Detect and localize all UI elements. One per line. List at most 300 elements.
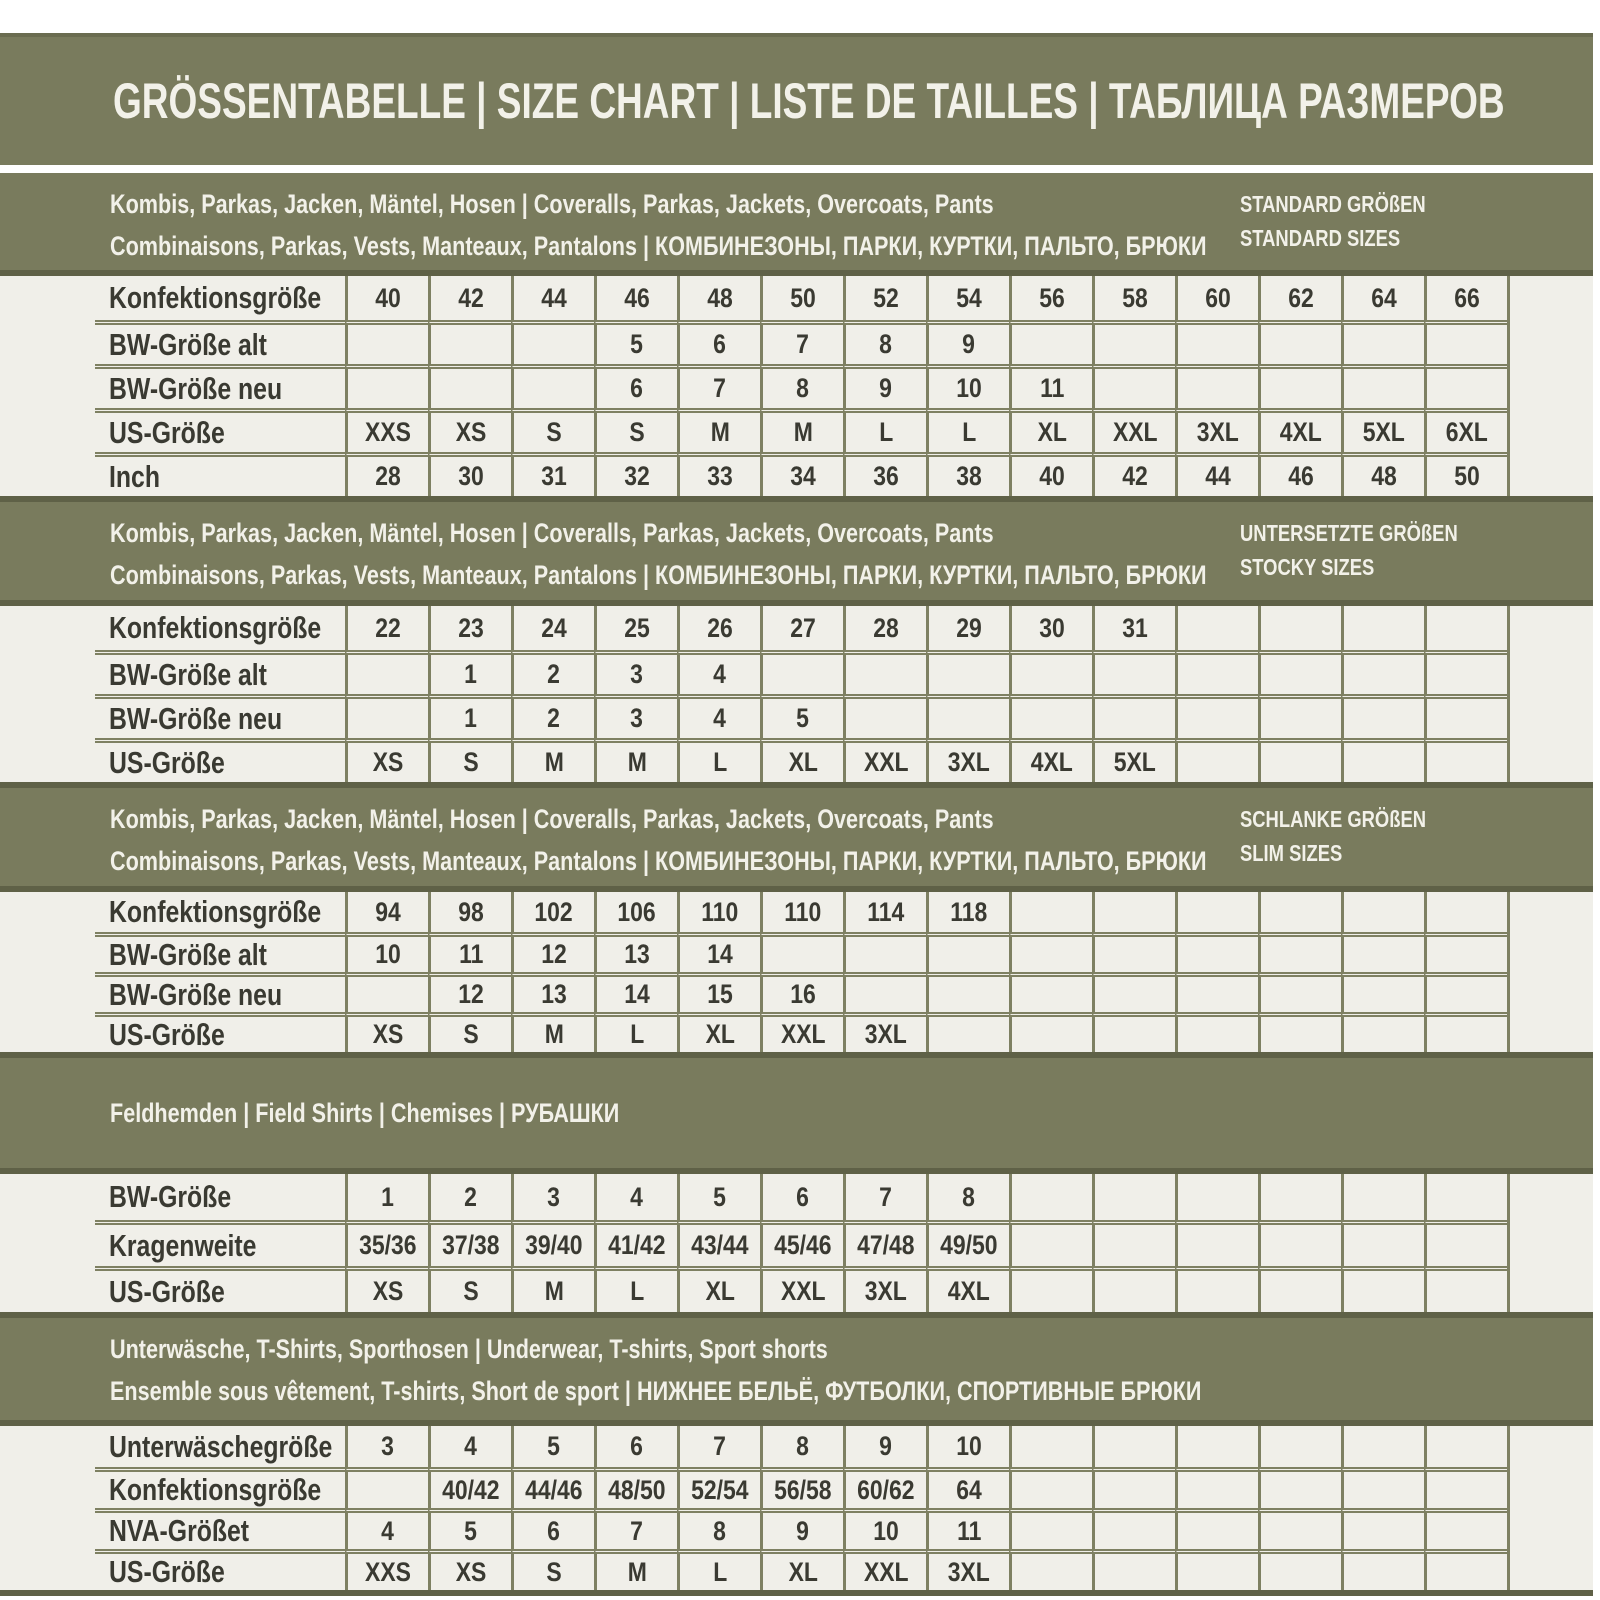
size-cell — [428, 694, 511, 738]
size-cell — [926, 408, 1009, 452]
size-cell-text: M — [544, 747, 564, 777]
size-cell — [1258, 738, 1341, 782]
size-cell — [1009, 320, 1092, 364]
size-cell-text: 44/46 — [525, 1474, 583, 1505]
size-cell — [1092, 650, 1175, 694]
size-cell-text: 46 — [624, 282, 650, 313]
size-cell — [1175, 650, 1258, 694]
size-cell — [511, 1508, 594, 1549]
size-cell-text: XXL — [780, 1019, 826, 1049]
size-cell-text: 4XL — [947, 1276, 991, 1306]
size-cell — [428, 1467, 511, 1508]
size-cell-text: 25 — [624, 612, 650, 643]
size-cell-text: 41/42 — [608, 1230, 666, 1260]
size-cell-text: XS — [455, 417, 487, 447]
size-cell-text: 10 — [956, 1431, 982, 1461]
size-cell — [1424, 1012, 1507, 1052]
size-cell-text: M — [793, 417, 813, 447]
size-cell — [1092, 1467, 1175, 1508]
size-cell — [345, 1220, 428, 1266]
size-cell — [1341, 972, 1424, 1012]
row-gutter — [0, 408, 95, 452]
size-cell — [843, 1012, 926, 1052]
size-cell — [1341, 1220, 1424, 1266]
size-cell — [1009, 892, 1092, 932]
size-cell-text: 54 — [956, 282, 982, 313]
size-cell-text: 40 — [1039, 461, 1065, 491]
size-cell — [1175, 1467, 1258, 1508]
size-cell — [843, 932, 926, 972]
size-cell — [1424, 738, 1507, 782]
size-cell-text: 110 — [701, 896, 739, 927]
size-cell — [428, 1266, 511, 1312]
size-cell-text: 64 — [956, 1474, 982, 1505]
size-cell — [428, 1220, 511, 1266]
size-cell-text: 30 — [1039, 612, 1065, 643]
row-gutter — [0, 320, 95, 364]
section-tag-line2-text: STANDARD SIZES — [1240, 225, 1401, 251]
size-cell — [677, 1174, 760, 1220]
size-cell-text: XXL — [1112, 417, 1158, 447]
size-cell-text: 29 — [956, 612, 982, 643]
size-cell-text: S — [546, 417, 562, 447]
size-cell-text: 4 — [381, 1515, 395, 1546]
section-band-slim — [0, 788, 1593, 886]
size-cell — [345, 364, 428, 408]
size-cell — [1341, 1549, 1424, 1590]
size-cell — [428, 606, 511, 650]
size-cell — [1092, 694, 1175, 738]
size-cell — [1009, 606, 1092, 650]
size-cell — [677, 1426, 760, 1467]
size-cell — [1009, 650, 1092, 694]
size-cell — [1175, 1012, 1258, 1052]
size-cell-text: L — [878, 417, 894, 447]
size-cell — [760, 932, 843, 972]
size-cell — [1009, 1220, 1092, 1266]
size-cell — [1258, 1012, 1341, 1052]
size-cell-text: 3 — [630, 659, 644, 689]
size-cell-text: 5 — [796, 703, 810, 733]
size-cell — [677, 932, 760, 972]
size-cell-text: L — [712, 747, 728, 777]
size-cell — [428, 276, 511, 320]
size-cell — [1175, 320, 1258, 364]
row-label — [95, 606, 345, 650]
size-cell — [594, 1266, 677, 1312]
size-cell-text: 36 — [873, 461, 899, 491]
row-label — [95, 408, 345, 452]
row-label — [95, 1467, 345, 1508]
size-cell — [843, 408, 926, 452]
size-cell — [1175, 452, 1258, 496]
size-cell — [1341, 738, 1424, 782]
row-label — [95, 1426, 345, 1467]
size-cell — [511, 1266, 594, 1312]
size-cell — [677, 320, 760, 364]
size-cell — [1009, 1266, 1092, 1312]
size-cell — [594, 606, 677, 650]
row-label — [95, 1508, 345, 1549]
size-cell — [511, 1174, 594, 1220]
size-cell-text: S — [546, 1556, 562, 1587]
row-label — [95, 1266, 345, 1312]
section-header-line1-text: Unterwäsche, T-Shirts, Sporthosen | Underwear, T-shirts, Sport shorts — [110, 1334, 828, 1364]
size-cell-text: 30 — [458, 461, 484, 491]
row-label — [95, 276, 345, 320]
size-cell — [843, 320, 926, 364]
size-cell — [843, 1467, 926, 1508]
table-trailing-blank — [1507, 1426, 1593, 1590]
size-cell-text: M — [544, 1276, 564, 1306]
size-cell-text: 10 — [873, 1515, 899, 1546]
size-cell — [594, 1174, 677, 1220]
row-label — [95, 694, 345, 738]
section-tag-line2-text: SLIM SIZES — [1240, 840, 1343, 866]
size-cell — [1258, 1426, 1341, 1467]
size-cell-text: 66 — [1454, 282, 1480, 313]
size-cell — [511, 892, 594, 932]
size-cell-text: 106 — [617, 896, 657, 927]
size-cell — [926, 1508, 1009, 1549]
row-gutter — [0, 650, 95, 694]
size-cell — [1341, 452, 1424, 496]
size-cell — [843, 452, 926, 496]
size-cell-text: 37/38 — [442, 1230, 500, 1260]
size-cell-text: 42 — [1122, 461, 1148, 491]
size-cell-text: XS — [372, 1019, 404, 1049]
row-label-text: US-Größe — [109, 1016, 225, 1052]
size-cell-text: 3 — [381, 1431, 395, 1461]
size-cell-text: 8 — [962, 1181, 976, 1212]
size-cell — [760, 606, 843, 650]
size-cell — [1009, 408, 1092, 452]
size-cell-text: L — [629, 1019, 645, 1049]
size-cell-text: 11 — [956, 1515, 982, 1546]
size-cell — [511, 408, 594, 452]
section-header-line1-text: Kombis, Parkas, Jacken, Mäntel, Hosen | Coveralls, Parkas, Jackets, Overcoats, Pants — [110, 189, 994, 219]
row-label-text: Kragenweite — [109, 1227, 257, 1263]
size-cell — [843, 606, 926, 650]
size-cell — [677, 892, 760, 932]
size-cell-text: 62 — [1288, 282, 1314, 313]
row-label — [95, 972, 345, 1012]
size-cell — [843, 738, 926, 782]
size-cell — [1341, 694, 1424, 738]
size-cell — [1009, 972, 1092, 1012]
section-band-stocky — [0, 502, 1593, 600]
size-cell — [760, 1174, 843, 1220]
row-gutter — [0, 694, 95, 738]
size-cell-text: 38 — [956, 461, 982, 491]
size-cell — [1092, 1012, 1175, 1052]
section-header-line1 — [110, 804, 1215, 835]
size-cell-text: 2 — [464, 1181, 478, 1212]
size-cell-text: 3XL — [1196, 417, 1240, 447]
size-cell-text: XL — [705, 1019, 735, 1049]
size-cell-text: 5 — [630, 329, 644, 359]
size-cell-text: 7 — [713, 1431, 727, 1461]
size-cell — [1341, 892, 1424, 932]
row-label-text: BW-Größe — [109, 1179, 232, 1214]
size-cell — [428, 650, 511, 694]
row-gutter — [0, 972, 95, 1012]
size-cell-text: 4 — [464, 1431, 478, 1461]
size-cell — [511, 1426, 594, 1467]
size-cell — [1092, 364, 1175, 408]
size-cell — [1341, 1508, 1424, 1549]
size-cell — [1009, 1467, 1092, 1508]
size-cell-text: 33 — [707, 461, 733, 491]
size-cell-text: 4XL — [1030, 747, 1074, 777]
size-cell — [677, 408, 760, 452]
size-cell — [1009, 1012, 1092, 1052]
row-label-text: BW-Größe alt — [109, 936, 267, 972]
size-cell — [594, 1012, 677, 1052]
row-label — [95, 452, 345, 496]
size-cell-text: 47/48 — [857, 1230, 915, 1260]
size-cell-text: 7 — [879, 1181, 893, 1212]
size-cell-text: XS — [372, 1276, 404, 1306]
section-tag-line2 — [1240, 550, 1512, 584]
size-cell-text: 13 — [624, 939, 650, 969]
size-cell-text: 5XL — [1113, 747, 1157, 777]
size-cell — [1424, 408, 1507, 452]
size-cell-text: XL — [1037, 417, 1067, 447]
size-cell — [1424, 1266, 1507, 1312]
section-band-field-shirts — [0, 1058, 1593, 1168]
row-gutter — [0, 1549, 95, 1590]
size-cell — [760, 972, 843, 1012]
size-cell-text: 3 — [547, 1181, 561, 1212]
size-cell — [926, 1220, 1009, 1266]
size-cell — [594, 1549, 677, 1590]
size-cell-text: S — [463, 747, 479, 777]
section-header-line1 — [0, 1098, 747, 1129]
size-cell — [1258, 694, 1341, 738]
section-tag-line2-text: STOCKY SIZES — [1240, 554, 1375, 580]
size-cell — [760, 276, 843, 320]
section-header-line2 — [110, 1376, 1474, 1407]
size-cell-text: 94 — [375, 896, 401, 927]
size-cell — [760, 408, 843, 452]
size-cell — [677, 694, 760, 738]
size-cell — [1175, 892, 1258, 932]
size-cell-text: 28 — [873, 612, 899, 643]
row-gutter — [0, 1426, 95, 1467]
size-cell — [511, 972, 594, 1012]
size-cell — [511, 1549, 594, 1590]
size-cell-text: 5XL — [1362, 417, 1406, 447]
size-cell — [1341, 1174, 1424, 1220]
size-cell — [760, 1508, 843, 1549]
section-header-line1 — [110, 189, 1215, 220]
size-cell — [1424, 452, 1507, 496]
size-cell — [1341, 1467, 1424, 1508]
size-cell — [1175, 364, 1258, 408]
size-cell — [1424, 892, 1507, 932]
table-trailing-blank — [1507, 606, 1593, 782]
size-cell-text: 3XL — [864, 1276, 908, 1306]
size-cell — [1175, 276, 1258, 320]
row-label-text: Unterwäschegröße — [109, 1428, 333, 1464]
row-gutter — [0, 1467, 95, 1508]
section-header-line2-text: Combinaisons, Parkas, Vests, Manteaux, Pantalons | КОМБИНЕЗОНЫ, ПАРКИ, КУРТКИ, ПАЛЬТО, БРЮКИ — [110, 231, 1207, 261]
size-cell-text: XL — [705, 1276, 735, 1306]
size-cell-text: 5 — [547, 1431, 561, 1461]
size-cell — [1175, 1508, 1258, 1549]
size-cell-text: 35/36 — [359, 1230, 417, 1260]
size-cell-text: 48/50 — [608, 1474, 666, 1505]
size-cell — [1175, 606, 1258, 650]
size-cell — [594, 452, 677, 496]
row-label — [95, 1174, 345, 1220]
size-cell-text: 5 — [464, 1515, 478, 1546]
size-cell — [1424, 1549, 1507, 1590]
size-cell — [843, 1174, 926, 1220]
size-cell — [1009, 1174, 1092, 1220]
size-cell — [594, 1467, 677, 1508]
size-cell-text: 60 — [1205, 282, 1231, 313]
row-label — [95, 738, 345, 782]
size-cell — [926, 452, 1009, 496]
size-cell-text: 6 — [796, 1181, 810, 1212]
row-label-text: BW-Größe alt — [109, 656, 267, 692]
size-cell — [760, 738, 843, 782]
size-cell-text: 40/42 — [442, 1474, 500, 1505]
size-cell — [1258, 1467, 1341, 1508]
size-cell — [1092, 972, 1175, 1012]
size-cell — [926, 1266, 1009, 1312]
size-cell — [843, 1508, 926, 1549]
size-cell — [1175, 408, 1258, 452]
size-cell-text: 23 — [458, 612, 484, 643]
row-label-text: BW-Größe neu — [109, 976, 283, 1012]
size-cell-text: 12 — [458, 979, 484, 1009]
size-cell — [1341, 276, 1424, 320]
size-cell-text: 60/62 — [857, 1474, 915, 1505]
size-cell-text: 6 — [713, 329, 727, 359]
size-cell-text: 6 — [630, 373, 644, 403]
size-cell — [511, 932, 594, 972]
row-gutter — [0, 1012, 95, 1052]
size-cell-text: 4XL — [1279, 417, 1323, 447]
size-cell — [594, 1426, 677, 1467]
row-gutter — [0, 738, 95, 782]
size-cell — [594, 320, 677, 364]
size-cell-text: XL — [788, 747, 818, 777]
size-cell-text: 9 — [796, 1515, 810, 1546]
size-cell-text: 6 — [630, 1431, 644, 1461]
size-cell — [1175, 1549, 1258, 1590]
size-cell-text: 3 — [630, 703, 644, 733]
size-table-underwear — [0, 1420, 1593, 1596]
section-tag-line2 — [1240, 221, 1472, 255]
table-trailing-blank — [1507, 276, 1593, 496]
size-cell-text: 22 — [375, 612, 401, 643]
row-gutter — [0, 1266, 95, 1312]
size-cell — [926, 694, 1009, 738]
size-cell-text: 2 — [547, 703, 561, 733]
size-cell — [926, 1012, 1009, 1052]
size-cell — [511, 650, 594, 694]
size-cell — [1092, 1549, 1175, 1590]
size-cell — [760, 694, 843, 738]
size-cell — [428, 972, 511, 1012]
size-cell — [677, 1549, 760, 1590]
section-header-line1-text: Kombis, Parkas, Jacken, Mäntel, Hosen | Coveralls, Parkas, Jackets, Overcoats, Pants — [110, 518, 994, 548]
size-cell — [1341, 1012, 1424, 1052]
size-cell — [1092, 320, 1175, 364]
row-gutter — [0, 276, 95, 320]
size-cell-text: 1 — [464, 703, 478, 733]
size-cell-text: 4 — [630, 1181, 644, 1212]
size-cell-text: M — [544, 1019, 564, 1049]
size-cell — [1092, 892, 1175, 932]
size-cell — [594, 738, 677, 782]
size-cell — [1092, 1508, 1175, 1549]
size-cell — [345, 408, 428, 452]
size-cell-text: 28 — [375, 461, 401, 491]
size-cell-text: 27 — [790, 612, 816, 643]
size-cell-text: 64 — [1371, 282, 1397, 313]
size-cell — [677, 1467, 760, 1508]
size-cell — [926, 738, 1009, 782]
row-label — [95, 932, 345, 972]
row-label-text: Konfektionsgröße — [109, 280, 322, 315]
size-cell — [926, 972, 1009, 1012]
size-cell-text: 8 — [796, 1431, 810, 1461]
size-cell-text: 6 — [547, 1515, 561, 1546]
section-tag-line1 — [1240, 802, 1473, 836]
row-label-text: NVA-Größet — [109, 1513, 250, 1548]
row-label — [95, 1012, 345, 1052]
size-cell — [1009, 694, 1092, 738]
size-cell — [428, 932, 511, 972]
size-cell-text: 1 — [464, 659, 478, 689]
size-cell — [1009, 364, 1092, 408]
size-cell — [594, 972, 677, 1012]
size-cell — [1175, 972, 1258, 1012]
size-cell — [926, 320, 1009, 364]
size-cell-text: 45/46 — [774, 1230, 832, 1260]
size-cell — [677, 1508, 760, 1549]
section-tag-line1 — [1240, 516, 1512, 550]
size-cell — [1009, 452, 1092, 496]
size-cell-text: 16 — [790, 979, 816, 1009]
row-label-text: Konfektionsgröße — [109, 894, 322, 929]
size-cell-text: 52/54 — [691, 1474, 749, 1505]
section-tag-line1 — [1240, 187, 1472, 221]
row-gutter — [0, 932, 95, 972]
size-cell — [1258, 1220, 1341, 1266]
size-cell — [345, 1174, 428, 1220]
size-cell — [843, 276, 926, 320]
size-cell — [1341, 606, 1424, 650]
section-header-line1-text: Kombis, Parkas, Jacken, Mäntel, Hosen | Coveralls, Parkas, Jackets, Overcoats, Pants — [110, 804, 994, 834]
row-gutter — [0, 1220, 95, 1266]
size-cell — [1258, 932, 1341, 972]
size-cell — [511, 1467, 594, 1508]
size-cell — [760, 892, 843, 932]
size-cell — [677, 1220, 760, 1266]
size-cell — [1258, 320, 1341, 364]
size-cell — [1009, 932, 1092, 972]
sections-container — [0, 173, 1593, 1596]
size-cell — [1009, 276, 1092, 320]
size-cell — [1258, 1266, 1341, 1312]
size-cell — [594, 408, 677, 452]
